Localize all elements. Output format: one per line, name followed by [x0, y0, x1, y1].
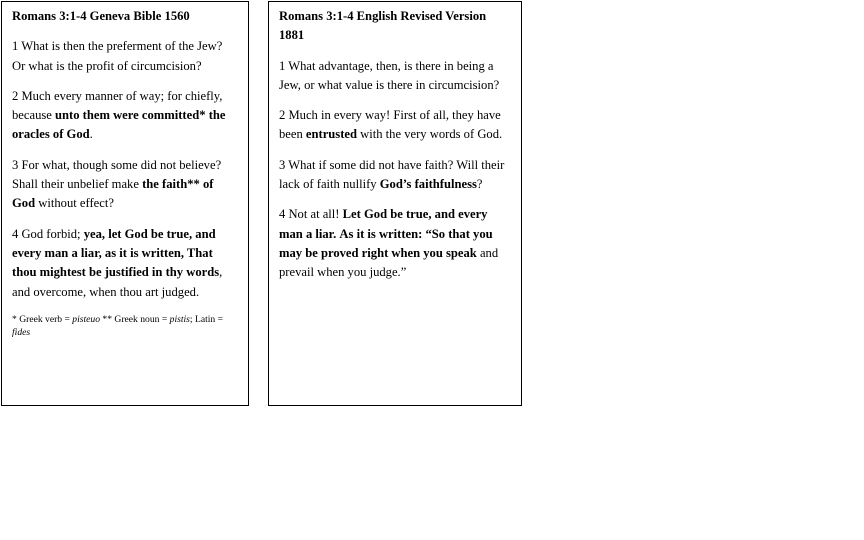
- erv-verse-2-text: 2 Much in every way! First of all, they have been: [279, 108, 501, 142]
- footnote-greek-verb: pisteuo: [72, 313, 101, 325]
- footnote-text: ** Greek noun =: [100, 313, 170, 325]
- footnote-text: * Greek verb =: [12, 313, 73, 325]
- footnote-greek-noun: pistis: [169, 313, 190, 325]
- geneva-panel-title: Romans 3:1-4 Geneva Bible 1560: [12, 9, 190, 23]
- geneva-verse-2-emphasis: unto them were committed*: [55, 108, 206, 123]
- erv-verse-2: [279, 106, 511, 145]
- geneva-verse-4-text: , and overcome, when thou art judged.: [12, 265, 223, 299]
- geneva-verse-3-text: without effect?: [35, 196, 114, 211]
- geneva-verse-4-text: 4 God forbid;: [12, 226, 84, 241]
- footnote-text: ; Latin =: [189, 313, 224, 325]
- footnote-latin-word: fides: [12, 326, 31, 338]
- erv-verse-3: [279, 156, 511, 195]
- erv-verse-1: 1 What advantage, then, is there in being a Jew, or what value is there in circumcision?: [279, 58, 500, 92]
- geneva-footnote: [12, 313, 238, 339]
- geneva-verse-3-text: 3 For what, though some did not believe? Shall their unbelief make: [12, 157, 222, 192]
- erv-verse-4-emphasis: Let God be true, and every man a liar.: [279, 207, 488, 241]
- geneva-verse-3: [12, 156, 238, 214]
- geneva-verse-2-text: .: [89, 127, 93, 142]
- geneva-verse-1: 1 What is then the preferment of the Jew? Or what is the profit of circumcision?: [12, 39, 223, 73]
- english-revised-panel: [268, 1, 522, 406]
- erv-verse-4-text: and prevail when you judge.”: [279, 245, 499, 280]
- erv-verse-3-text: 3 What if some did not have faith? Will their lack of faith nullify: [279, 157, 505, 192]
- erv-verse-3-text: ?: [476, 177, 483, 192]
- erv-verse-4-emphasis: As it is written: “So that you may be proved right when you speak: [279, 226, 493, 260]
- geneva-verse-2: [12, 87, 238, 145]
- erv-verse-2-emphasis: entrusted: [305, 127, 357, 142]
- geneva-bible-panel: [1, 1, 249, 406]
- erv-panel-title: Romans 3:1-4 English Revised Version 1881: [279, 9, 487, 43]
- geneva-verse-3-emphasis: the faith** of God: [12, 177, 214, 211]
- geneva-verse-2-emphasis: the oracles of God: [12, 108, 226, 142]
- erv-verse-4-text: 4 Not at all!: [279, 207, 343, 222]
- geneva-verse-2-text: 2 Much every manner of way; for chiefly, because: [12, 88, 223, 123]
- geneva-verse-4: [12, 225, 238, 302]
- erv-verse-2-text: with the very words of God.: [357, 127, 503, 142]
- erv-verse-4: [279, 205, 511, 282]
- erv-verse-3-emphasis: God’s faithfulness: [379, 177, 477, 192]
- geneva-verse-4-emphasis: yea, let God be true, and every man a liar, as it is written, That thou mightest be justified in thy words: [12, 226, 220, 280]
